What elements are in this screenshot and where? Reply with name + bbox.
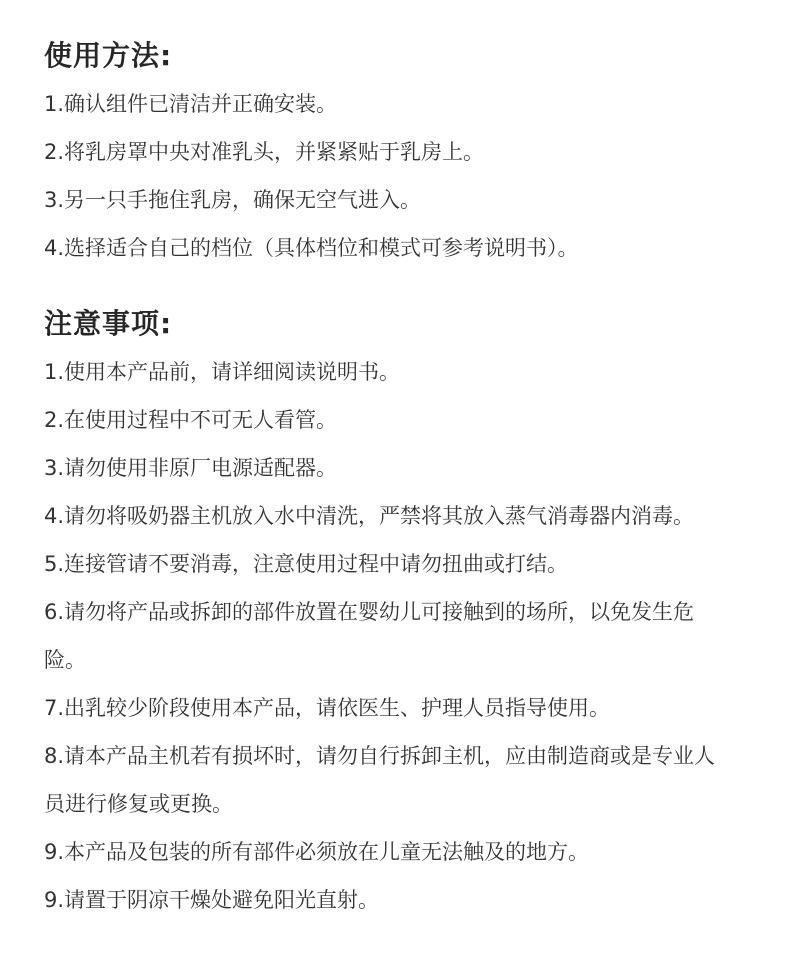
notes-item-4: 4.请勿将吸奶器主机放入水中清洗，严禁将其放入蒸气消毒器内消毒。 bbox=[44, 504, 695, 528]
notes-item-9: 9.本产品及包装的所有部件必须放在儿童无法触及的地方。 bbox=[44, 840, 590, 864]
usage-heading: 使用方法: bbox=[44, 39, 173, 72]
usage-section bbox=[44, 32, 764, 272]
notes-item-8: 8.请本产品主机若有损坏时，请勿自行拆卸主机，应由制造商或是专业人员进行修复或更换。 bbox=[44, 744, 716, 816]
notes-item-7: 7.出乳较少阶段使用本产品，请依医生、护理人员指导使用。 bbox=[44, 696, 611, 720]
notes-item-10: 9.请置于阴凉干燥处避免阳光直射。 bbox=[44, 888, 380, 912]
notes-list bbox=[44, 348, 764, 924]
usage-item-3: 3.另一只手拖住乳房，确保无空气进入。 bbox=[44, 188, 422, 212]
notes-item-2: 2.在使用过程中不可无人看管。 bbox=[44, 408, 338, 432]
notes-item-6: 6.请勿将产品或拆卸的部件放置在婴幼儿可接触到的场所，以免发生危险。 bbox=[44, 600, 695, 672]
notes-section bbox=[44, 300, 764, 924]
notes-item-3: 3.请勿使用非原厂电源适配器。 bbox=[44, 456, 338, 480]
notes-heading: 注意事项: bbox=[44, 307, 173, 340]
usage-list bbox=[44, 80, 764, 272]
usage-item-4: 4.选择适合自己的档位（具体档位和模式可参考说明书）。 bbox=[44, 236, 579, 260]
notes-item-5: 5.连接管请不要消毒，注意使用过程中请勿扭曲或打结。 bbox=[44, 552, 569, 576]
usage-item-1: 1.确认组件已清洁并正确安装。 bbox=[44, 92, 338, 116]
usage-item-2: 2.将乳房罩中央对准乳头，并紧紧贴于乳房上。 bbox=[44, 140, 485, 164]
notes-item-1: 1.使用本产品前，请详细阅读说明书。 bbox=[44, 360, 401, 384]
